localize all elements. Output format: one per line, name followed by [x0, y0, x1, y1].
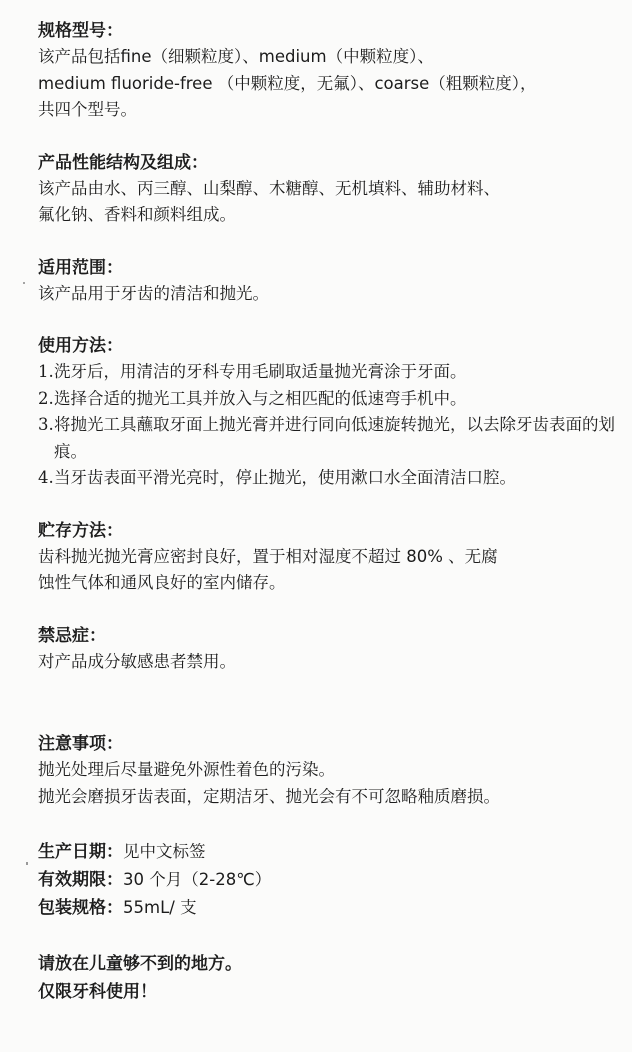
instruction-sheet [38, 18, 618, 1006]
step-text: 当牙齿表面平滑光亮时，停止抛光，使用漱口水全面清洁口腔。 [54, 468, 516, 487]
composition-line-1: 该产品由水、丙三醇、山梨醇、木糖醇、无机填料、辅助材料、 [38, 178, 500, 198]
model-line-3: 共四个型号。 [38, 100, 137, 119]
step-text: 洗牙后，用清洁的牙科专用毛刷取适量抛光膏涂于牙面。 [54, 362, 467, 381]
production-date-label: 生产日期： [38, 842, 123, 862]
composition-section [38, 150, 618, 229]
step-text: 将抛光工具蘸取牙面上抛光膏并进行同向低速旋转抛光，以去除牙齿表面的划痕。 [54, 415, 615, 461]
list-item [38, 412, 618, 465]
model-line-1: 该产品包括fine（细颗粒度）、medium（中颗粒度）、 [38, 47, 434, 66]
package-row [38, 894, 618, 922]
usage-heading: 使用方法： [38, 336, 123, 356]
step-number: 2. [38, 388, 54, 408]
composition-line-2: 氟化钠、香料和颜料组成。 [38, 205, 236, 224]
notes-line-1: 抛光处理后尽量避免外源性着色的污染。 [38, 760, 335, 779]
expiry-label: 有效期限： [38, 870, 123, 890]
production-date-row [38, 838, 618, 866]
storage-section [38, 518, 618, 597]
storage-line-1: 齿科抛光抛光膏应密封良好，置于相对湿度不超过 80% 、无腐 [38, 546, 498, 566]
package-value: 55mL/ 支 [123, 898, 197, 917]
model-section [38, 18, 618, 124]
list-item [38, 465, 618, 492]
notes-section [38, 731, 618, 810]
expiry-row [38, 866, 618, 894]
step-text: 选择合适的抛光工具并放入与之相匹配的低速弯手机中。 [54, 388, 467, 408]
scan-speck [26, 862, 28, 865]
contraindication-line-1: 对产品成分敏感患者禁用。 [38, 651, 236, 671]
scan-speck [23, 282, 25, 284]
model-line-2: medium fluoride-free （中颗粒度，无氟）、coarse（粗颗粒度）， [38, 73, 537, 93]
package-label: 包装规格： [38, 898, 123, 918]
children-warning: 请放在儿童够不到的地方。 [38, 954, 242, 974]
step-number: 3. [38, 415, 54, 434]
scope-line-1: 该产品用于牙齿的清洁和抛光。 [38, 283, 269, 303]
model-heading: 规格型号： [38, 21, 123, 41]
product-info [38, 838, 618, 922]
step-number: 1. [38, 362, 54, 381]
scope-heading: 适用范围： [38, 257, 123, 278]
notes-heading: 注意事项： [38, 734, 123, 754]
notes-line-2: 抛光会磨损牙齿表面，定期洁牙、抛光会有不可忽略釉质磨损。 [38, 786, 500, 806]
warnings-section [38, 950, 618, 1006]
composition-heading: 产品性能结构及组成： [38, 152, 208, 173]
scope-section [38, 255, 618, 308]
list-item [38, 386, 618, 413]
list-item [38, 359, 618, 386]
usage-steps [38, 359, 618, 492]
contraindication-section [38, 623, 618, 676]
usage-section [38, 333, 618, 492]
dental-only-warning: 仅限牙科使用！ [38, 982, 157, 1002]
storage-line-2: 蚀性气体和通风良好的室内储存。 [38, 573, 286, 592]
contraindication-heading: 禁忌症： [38, 625, 106, 646]
step-number: 4. [38, 468, 54, 487]
expiry-value: 30 个月（2-28℃） [123, 870, 272, 889]
production-date-value: 见中文标签 [123, 842, 206, 861]
storage-heading: 贮存方法： [38, 520, 123, 541]
